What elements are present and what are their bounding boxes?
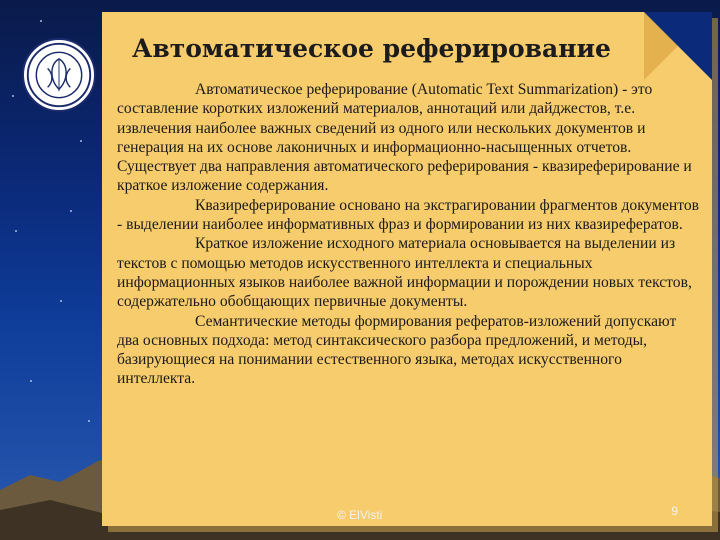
slide-title: Автоматическое реферирование (132, 34, 611, 63)
slide-body (117, 80, 702, 389)
footer-copyright: © ElVisti (337, 508, 383, 522)
page-number: 9 (671, 504, 678, 518)
paragraph-summary: Краткое изложение исходного материала основывается на выделении из текстов с помощью методов искусственного интеллекта и специальных информационных языков наиболее важной информации и порождении новых текстов, содержательно обобщающих первичные документы. (117, 235, 692, 311)
paragraph-semantic: Семантические методы формирования рефератов-изложений допускают два основных подхода: метод синтаксического разбора предложений, и методы, базирующиеся на понимании естественного языка, методах искусственного интеллекта. (117, 312, 677, 388)
paragraph-quasi: Квазиреферирование основано на экстрагировании фрагментов документов - выделении наиболее информативных фраз и формировании из них квазирефератов. (117, 196, 700, 234)
university-seal-icon (22, 38, 96, 112)
paragraph-definition: Автоматическое реферирование (Automatic Text Summarization) - это составление коротких изложений материалов, аннотаций или дайджестов, т.е. извлечения наиболее важных сведений из одного или нескольких документов и генерация на их основе лаконичных и информационно-насыщенных отчетов. Существует два направления автоматического реферирования - квазиреферирование и краткое изложение содержания. (117, 81, 692, 195)
content-panel (102, 12, 712, 526)
